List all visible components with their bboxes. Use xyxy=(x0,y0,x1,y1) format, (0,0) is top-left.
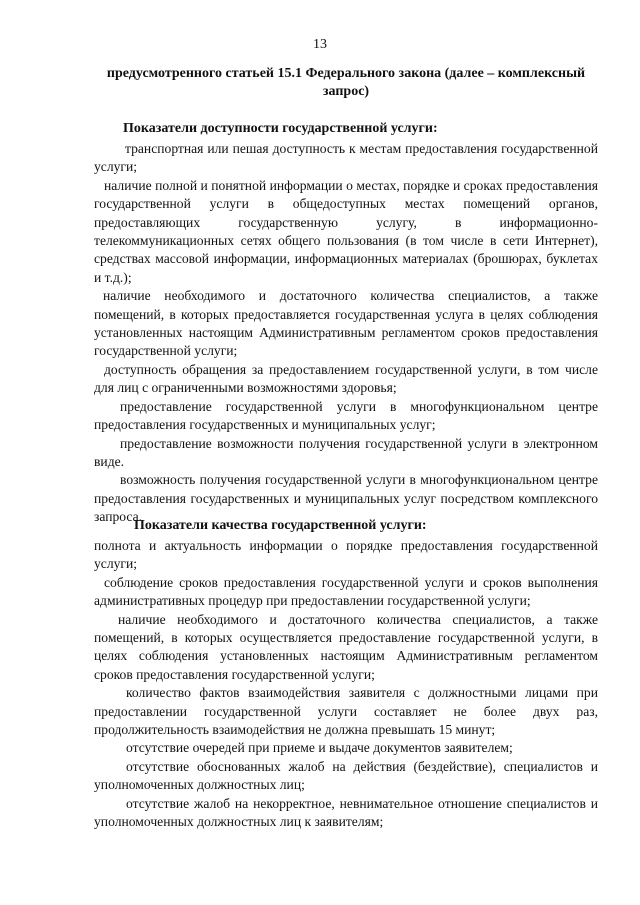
accessibility-heading: Показатели доступности государственной услуги: xyxy=(123,121,438,136)
quality-item: наличие необходимого и достаточного количества специалистов, а также помещений, в которых осуществляется предоставление государственной услуги, в целях соблюдения установленных настоящим Административным регламентом сроков предоставления государственной услуги; xyxy=(94,611,598,682)
quality-item: соблюдение сроков предоставления государственной услуги и сроков выполнения административных процедур при предоставлении государственной услуги; xyxy=(94,574,598,609)
accessibility-item: предоставление государственной услуги в многофункциональном центре предоставления государственных и муниципальных услуг; xyxy=(94,398,598,433)
quality-item: количество фактов взаимодействия заявителя с должностными лицами при предоставлении государственной услуги составляет не более двух раз, продолжительность взаимодействия не должна превышать 15 минут; xyxy=(94,685,598,738)
accessibility-item: наличие полной и понятной информации о местах, порядке и сроках предоставления государственной услуги в общедоступных местах помещений органов, предоставляющих государственную услугу, в информационно-телекоммуникационных сетях общего пользования (в том числе в сети Интернет), средствах массовой информации, информационных материалах (брошюрах, буклетах и т.д.); xyxy=(94,177,598,285)
accessibility-item: доступность обращения за предоставлением государственной услуги, в том числе для лиц с ограниченными возможностями здоровья; xyxy=(94,361,598,396)
accessibility-item: наличие необходимого и достаточного количества специалистов, а также помещений, в которых предоставляется государственная услуга в целях соблюдения установленных настоящим Административным регламентом сроков предоставления государственной услуги; xyxy=(94,288,598,359)
quality-item: отсутствие очередей при приеме и выдаче документов заявителем; xyxy=(126,740,513,756)
page-number: 13 xyxy=(313,37,327,52)
section-subtitle: предусмотренного статьей 15.1 Федерального закона (далее – комплексный запрос) xyxy=(106,66,586,99)
accessibility-item: транспортная или пешая доступность к местам предоставления государственной услуги; xyxy=(94,141,598,175)
accessibility-section xyxy=(94,120,598,527)
quality-section xyxy=(94,517,598,832)
quality-item: полнота и актуальность информации о порядке предоставления государственной услуги; xyxy=(94,538,598,572)
accessibility-item: возможность получения государственной услуги в многофункциональном центре предоставления государственных и муниципальных услуг посредством комплексного запроса. xyxy=(94,472,598,525)
quality-heading: Показатели качества государственной услуги: xyxy=(134,518,427,533)
accessibility-item: предоставление возможности получения государственной услуги в электронном виде. xyxy=(94,435,598,469)
quality-item: отсутствие жалоб на некорректное, невнимательное отношение специалистов и уполномоченных должностных лиц к заявителям; xyxy=(94,795,598,830)
quality-item: отсутствие обоснованных жалоб на действия (бездействие), специалистов и уполномоченных должностных лиц; xyxy=(94,758,598,793)
